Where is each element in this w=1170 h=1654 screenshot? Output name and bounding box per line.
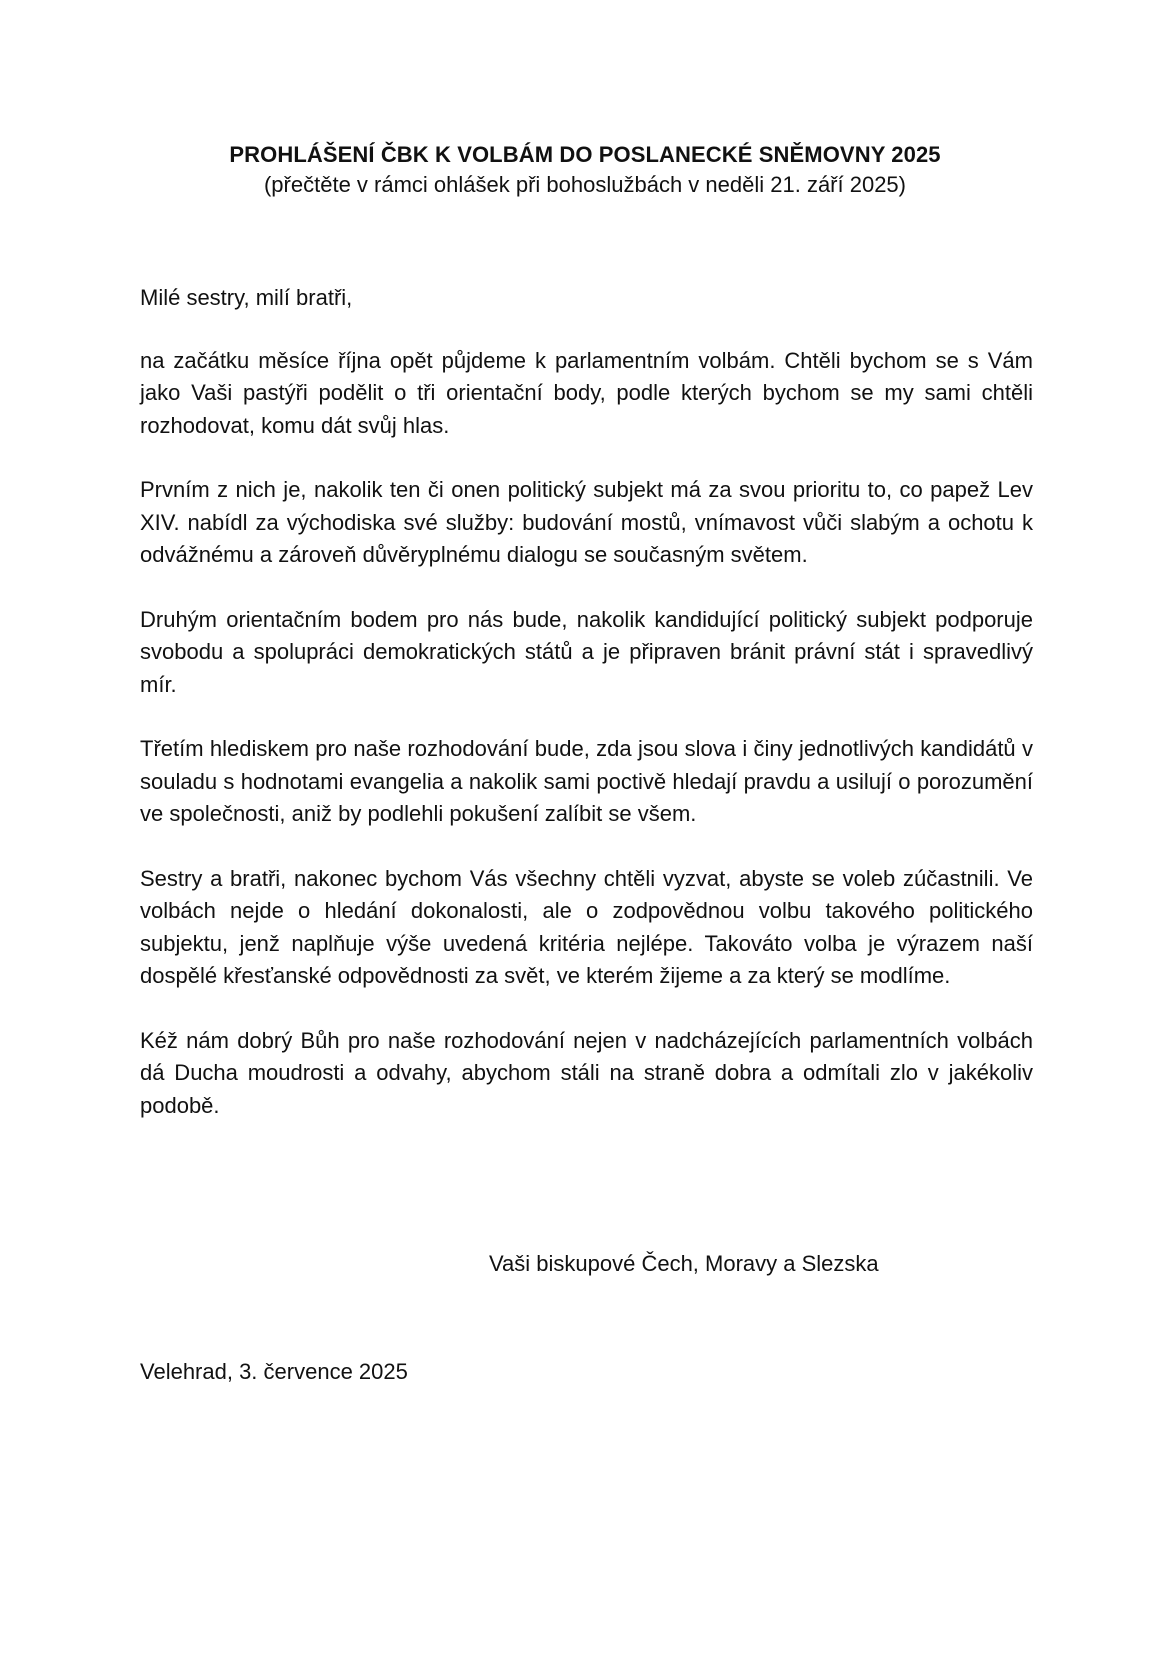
salutation: Milé sestry, milí bratři, [140,285,353,310]
document-subtitle: (přečtěte v rámci ohlášek při bohoslužbách v neděli 21. září 2025) [263,172,906,197]
paragraph-2: Prvním z nich je, nakolik ten či onen politický subjekt má za svou prioritu to, co papež Lev XIV. nabídl za východiska své služby: budování mostů, vnímavost vůči slabým a ochotu k odvážnému a zároveň důvěryplnému dialogu se současným světem. [140,477,1033,567]
document-body [140,282,1033,1154]
place-and-date: Velehrad, 3. července 2025 [140,1359,408,1384]
paragraph-6: Kéž nám dobrý Bůh pro naše rozhodování nejen v nadcházejících parlamentních volbách dá Ducha moudrosti a odvahy, abychom stáli na straně dobra a odmítali zlo v jakékoliv podobě. [140,1027,1033,1118]
signature: Vaši biskupové Čech, Moravy a Slezska [489,1251,879,1276]
paragraph-5: Sestry a bratři, nakonec bychom Vás všechny chtěli vyzvat, abyste se voleb zúčastnili. Ve volbách nejde o hledání dokonalosti, ale o zodpovědnou volbu takového politického subjektu, jenž naplňuje výše uvedená kritéria nejlépe. Takováto volba je výrazem naší dospělé křesťanské odpovědnosti za svět, ve kterém žijeme a za který se modlíme. [140,865,1033,988]
paragraph-4: Třetím hlediskem pro naše rozhodování bude, zda jsou slova i činy jednotlivých kandidátů v souladu s hodnotami evangelia a nakolik sami poctivě hledají pravdu a usilují o porozumění ve společnosti, aniž by podlehli pokušení zalíbit se všem. [140,736,1033,826]
paragraph-3: Druhým orientačním bodem pro nás bude, nakolik kandidující politický subjekt podporuje svobodu a spolupráci demokratických států a je připraven bránit právní stát i spravedlivý mír. [140,606,1033,697]
document-heading [0,139,1170,199]
document-title: PROHLÁŠENÍ ČBK K VOLBÁM DO POSLANECKÉ SNĚMOVNY 2025 [229,142,941,167]
paragraph-1: na začátku měsíce října opět půjdeme k parlamentním volbám. Chtěli bychom se s Vám jako Vaši pastýři podělit o tři orientační body, podle kterých bychom se my sami chtěli rozhodovat, komu dát svůj hlas. [140,347,1033,438]
